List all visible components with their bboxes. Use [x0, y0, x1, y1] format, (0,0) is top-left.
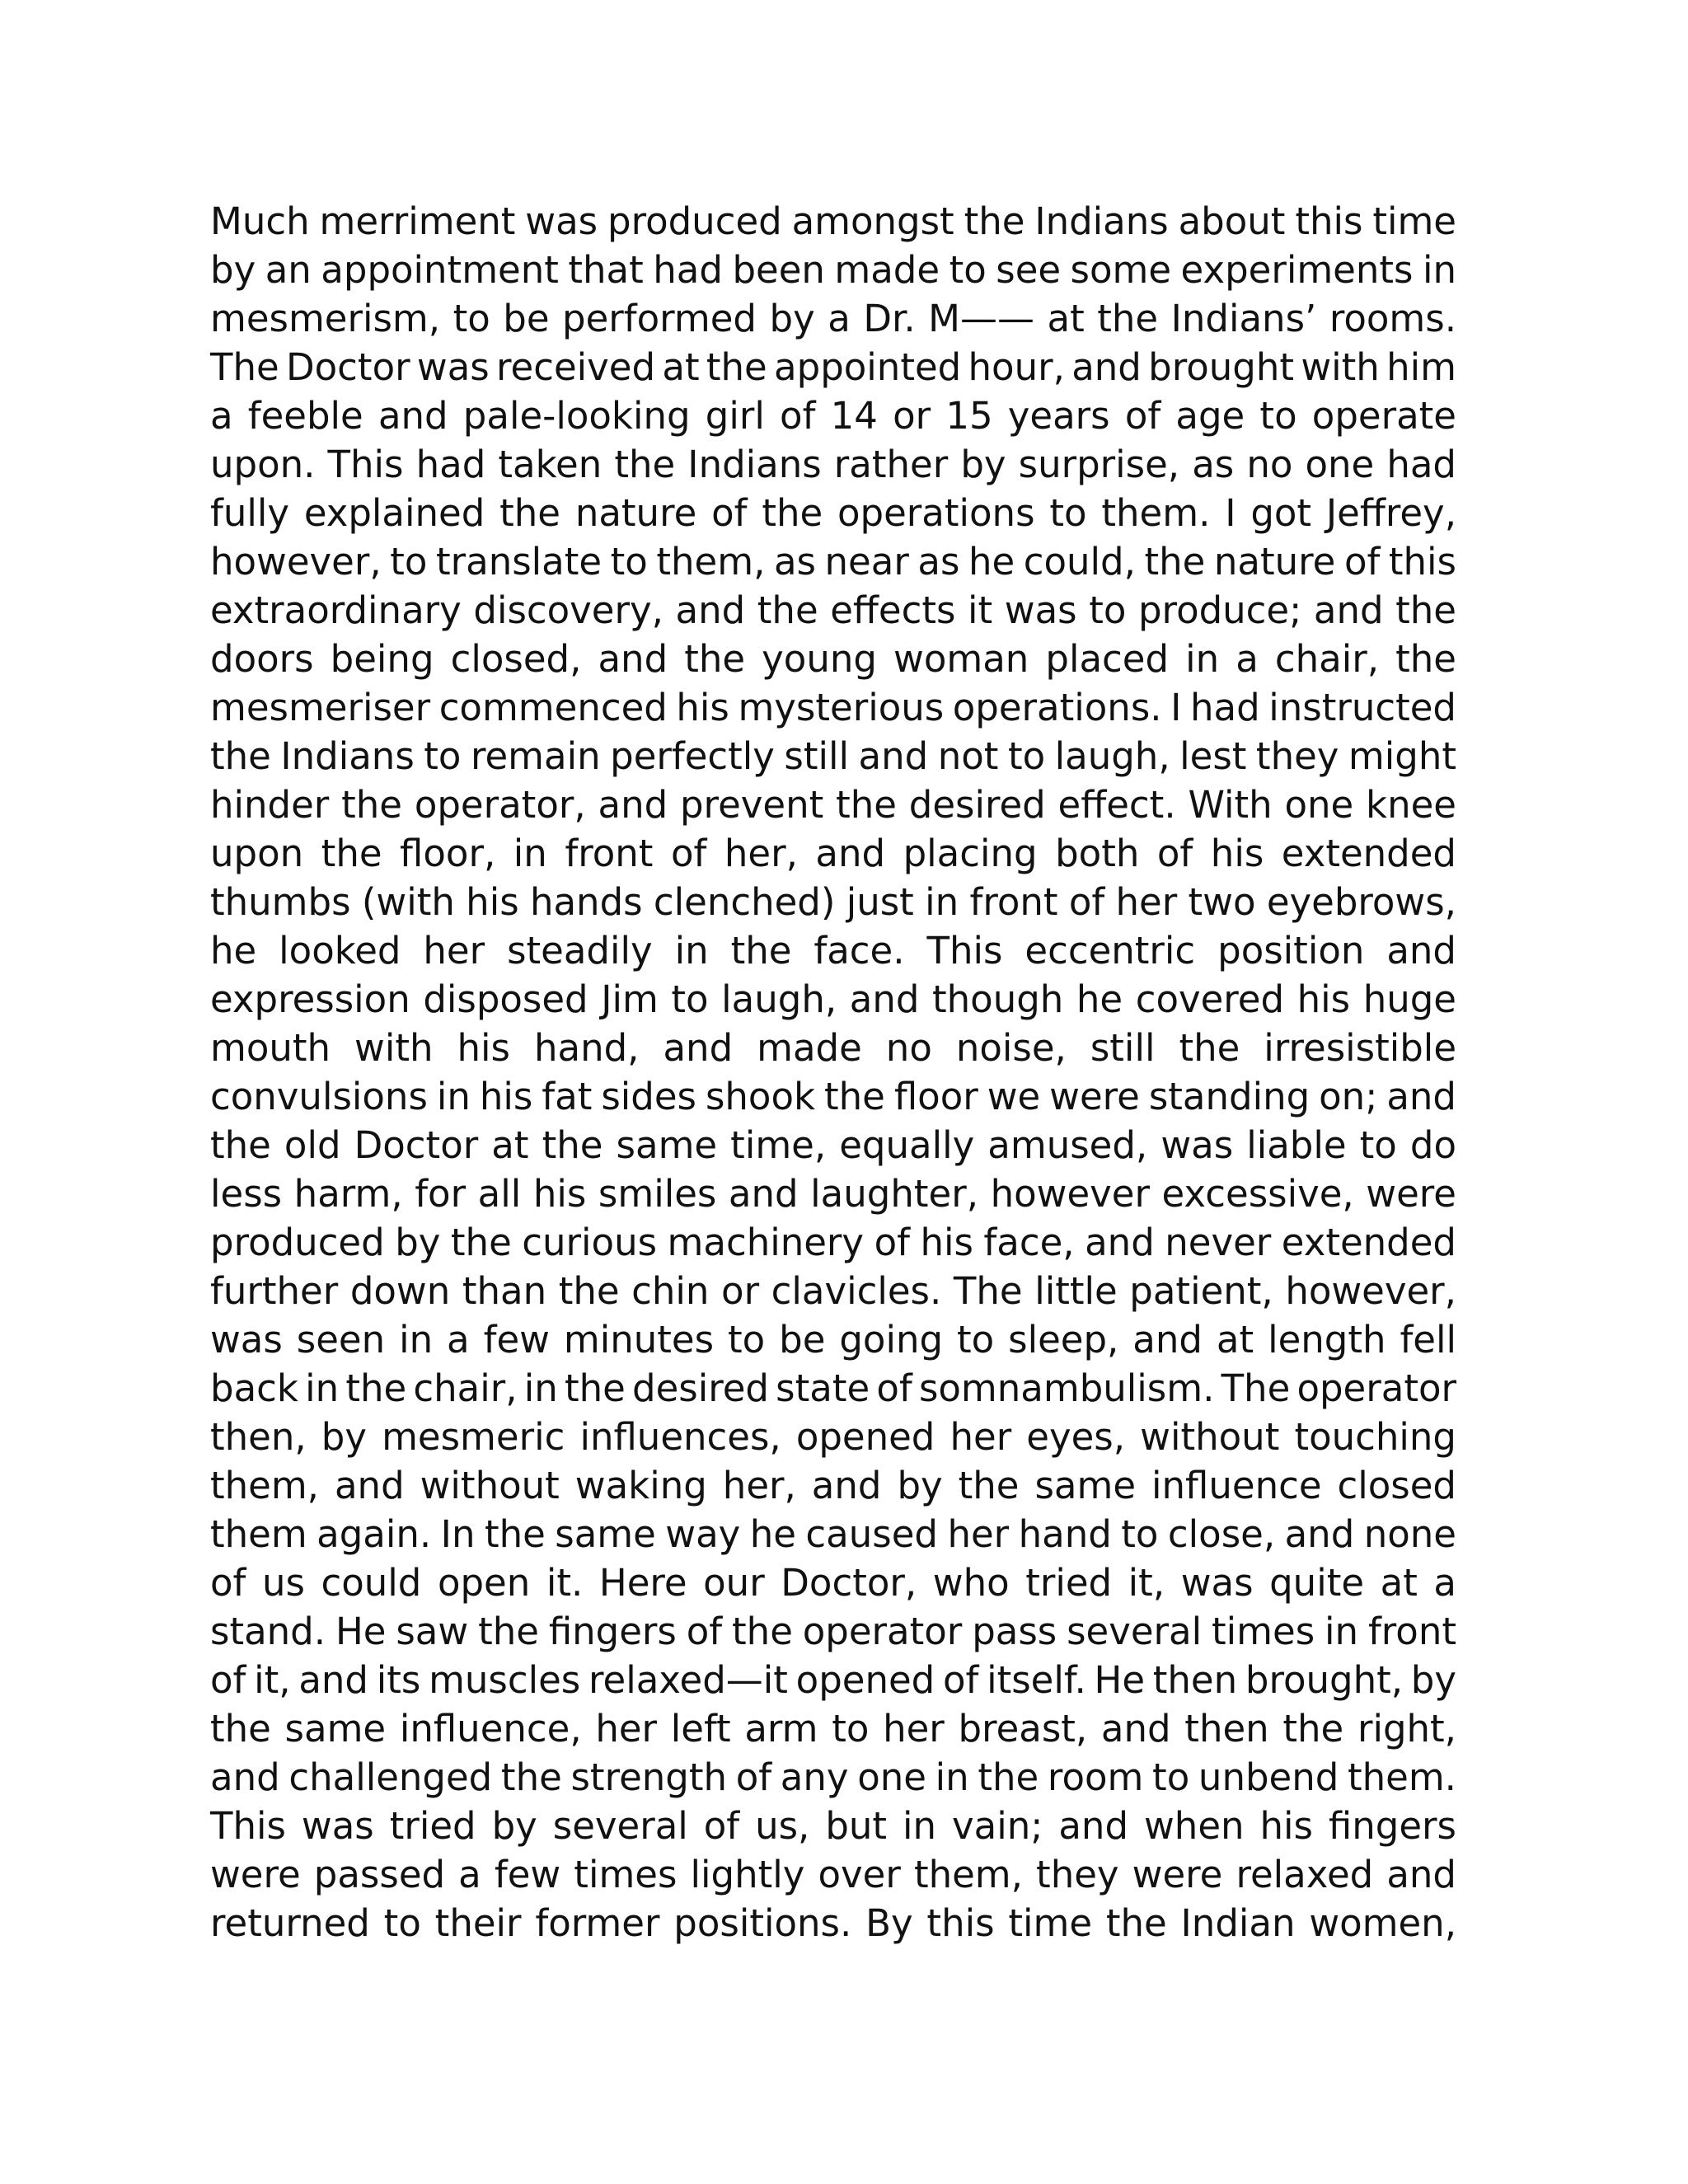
text-line: were passed a few times lightly over them, they were relaxed and: [210, 1853, 1456, 1896]
text-line: convulsions in his fat sides shook the floor we were standing on; and: [210, 1075, 1456, 1118]
body-paragraph: [210, 197, 1456, 1947]
text-line: of it, and its muscles relaxed—it opened of itself. He then brought, by: [210, 1658, 1456, 1702]
text-line: returned to their former positions. By this time the Indian women,: [210, 1901, 1456, 1945]
text-line: thumbs (with his hands clenched) just in front of her two eyebrows,: [210, 880, 1456, 924]
text-line: doors being closed, and the young woman placed in a chair, the: [210, 637, 1456, 681]
text-line: he looked her steadily in the face. This eccentric position and: [210, 929, 1456, 972]
text-line: mouth with his hand, and made no noise, still the irresistible: [210, 1026, 1456, 1070]
text-line: them again. In the same way he caused her hand to close, and none: [210, 1512, 1456, 1556]
text-line: extraordinary discovery, and the effects it was to produce; and the: [210, 588, 1456, 632]
text-line: produced by the curious machinery of his face, and never extended: [210, 1221, 1456, 1264]
text-line: of us could open it. Here our Doctor, who tried it, was quite at a: [210, 1561, 1456, 1605]
text-line: the Indians to remain perfectly still and not to laugh, lest they might: [210, 734, 1456, 778]
text-line: then, by mesmeric influences, opened her eyes, without touching: [210, 1415, 1456, 1459]
text-line: Much merriment was produced amongst the Indians about this time: [210, 199, 1456, 243]
text-line: and challenged the strength of any one in the room to unbend them.: [210, 1755, 1456, 1799]
text-line: less harm, for all his smiles and laughter, however excessive, were: [210, 1172, 1456, 1216]
text-line: upon. This had taken the Indians rather by surprise, as no one had: [210, 443, 1456, 486]
text-line: mesmerism, to be performed by a Dr. M—— at the Indians’ rooms.: [210, 297, 1456, 340]
text-line: by an appointment that had been made to see some experiments in: [210, 248, 1456, 292]
text-line: expression disposed Jim to laugh, and though he covered his huge: [210, 977, 1456, 1021]
text-line: mesmeriser commenced his mysterious operations. I had instructed: [210, 686, 1456, 729]
text-line: The Doctor was received at the appointed hour, and brought with him: [210, 345, 1456, 389]
text-line: them, and without waking her, and by the same influence closed: [210, 1464, 1456, 1507]
text-line: was seen in a few minutes to be going to sleep, and at length fell: [210, 1318, 1456, 1361]
text-line: fully explained the nature of the operations to them. I got Jeffrey,: [210, 491, 1456, 535]
text-line: the same influence, her left arm to her breast, and then the right,: [210, 1707, 1456, 1750]
text-line: a feeble and pale-looking girl of 14 or 15 years of age to operate: [210, 394, 1456, 438]
text-line: back in the chair, in the desired state of somnambulism. The operator: [210, 1366, 1456, 1410]
text-line: hinder the operator, and prevent the desired effect. With one knee: [210, 783, 1456, 827]
text-line: This was tried by several of us, but in vain; and when his fingers: [210, 1804, 1456, 1848]
text-line: the old Doctor at the same time, equally amused, was liable to do: [210, 1123, 1456, 1167]
text-line: further down than the chin or clavicles. The little patient, however,: [210, 1269, 1456, 1313]
text-line: however, to translate to them, as near as he could, the nature of this: [210, 540, 1456, 583]
text-line: upon the floor, in front of her, and placing both of his extended: [210, 832, 1456, 875]
text-line: stand. He saw the fingers of the operator pass several times in front: [210, 1610, 1456, 1653]
